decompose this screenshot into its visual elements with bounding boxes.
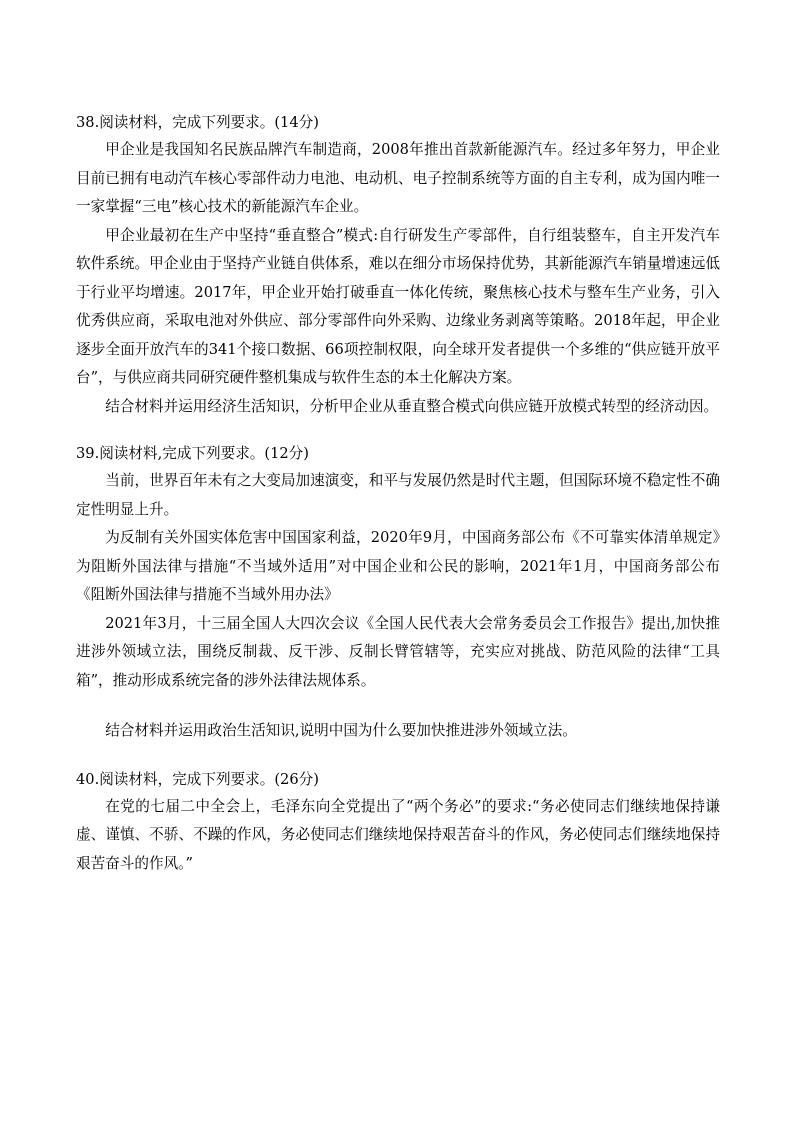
document-body — [76, 110, 720, 878]
question-38 — [76, 110, 720, 421]
question-38-title: 38.阅读材料，完成下列要求。(14分) — [76, 114, 319, 131]
question-38-paragraph: 甲企业是我国知名民族品牌汽车制造商，2008年推出首款新能源汽车。经过多年努力，甲企业目前已拥有电动汽车核心零部件动力电池、电动机、电子控制系统等方面的自主专利，成为国内唯一一家掌握“三电”核心技术的新能源汽车企业。 — [76, 141, 720, 215]
question-38-prompt: 结合材料并运用经济生活知识，分析甲企业从垂直整合模式向供应链开放模式转型的经济动因。 — [105, 397, 719, 415]
question-39-prompt: 结合材料并运用政治生活知识,说明中国为什么要加快推进涉外领域立法。 — [105, 722, 577, 739]
question-38-paragraph: 甲企业最初在生产中坚持“垂直整合”模式:自行研发生产零部件，自行组装整车，自主开发汽车软件系统。甲企业由于坚持产业链自供体系，难以在细分市场保持优势，其新能源汽车销量增速远低于行业平均增速。2017年，甲企业开始打破垂直一体化传统，聚焦核心技术与整车生产业务，引入优秀供应商，采取电池对外供应、部分零部件向外采购、边缘业务剥离等策略。2018年起，甲企业逐步全面开放汽车的341个接口数据、66项控制权限，向全球开发者提供一个多维的“供应链开放平台”，与供应商共同研究硬件整机集成与软件生态的本土化解决方案。 — [76, 226, 720, 386]
question-39-paragraph: 当前，世界百年未有之大变局加速演变，和平与发展仍然是时代主题，但国际环境不稳定性不确定性明显上升。 — [76, 472, 720, 518]
question-40-title: 40.阅读材料，完成下列要求。(26分) — [76, 770, 319, 788]
question-39-paragraph: 为反制有关外国实体危害中国国家利益，2020年9月，中国商务部公布《不可靠实体清单规定》为阻断外国法律与措施“不当域外适用”对中国企业和公民的影响，2021年1月，中国商务部公布《阻断外国法律与措施不当域外用办法》 — [76, 529, 720, 603]
question-40-paragraph: 在党的七届二中全会上，毛泽东向全党提出了“两个务必”的要求:“务必使同志们继续地保持谦虚、谨慎、不骄、不躁的作风，务必使同志们继续地保持艰苦奋斗的作风，务必使同志们继续地保持艰苦奋斗的作风。” — [76, 797, 720, 872]
question-39-title: 39.阅读材料,完成下列要求。(12分) — [76, 445, 309, 462]
spacer — [76, 695, 720, 717]
question-40 — [76, 767, 720, 879]
question-39-paragraph: 2021年3月，十三届全国人大四次会议《全国人民代表大会常务委员会工作报告》提出,加快推进涉外领域立法，围绕反制裁、反干涉、反制长臂管辖等，充实应对挑战、防范风险的法律“工具箱”，推动形成系统完备的涉外法律法规体系。 — [76, 614, 720, 689]
spacer — [76, 421, 720, 441]
spacer — [76, 746, 720, 767]
question-39 — [76, 441, 720, 746]
